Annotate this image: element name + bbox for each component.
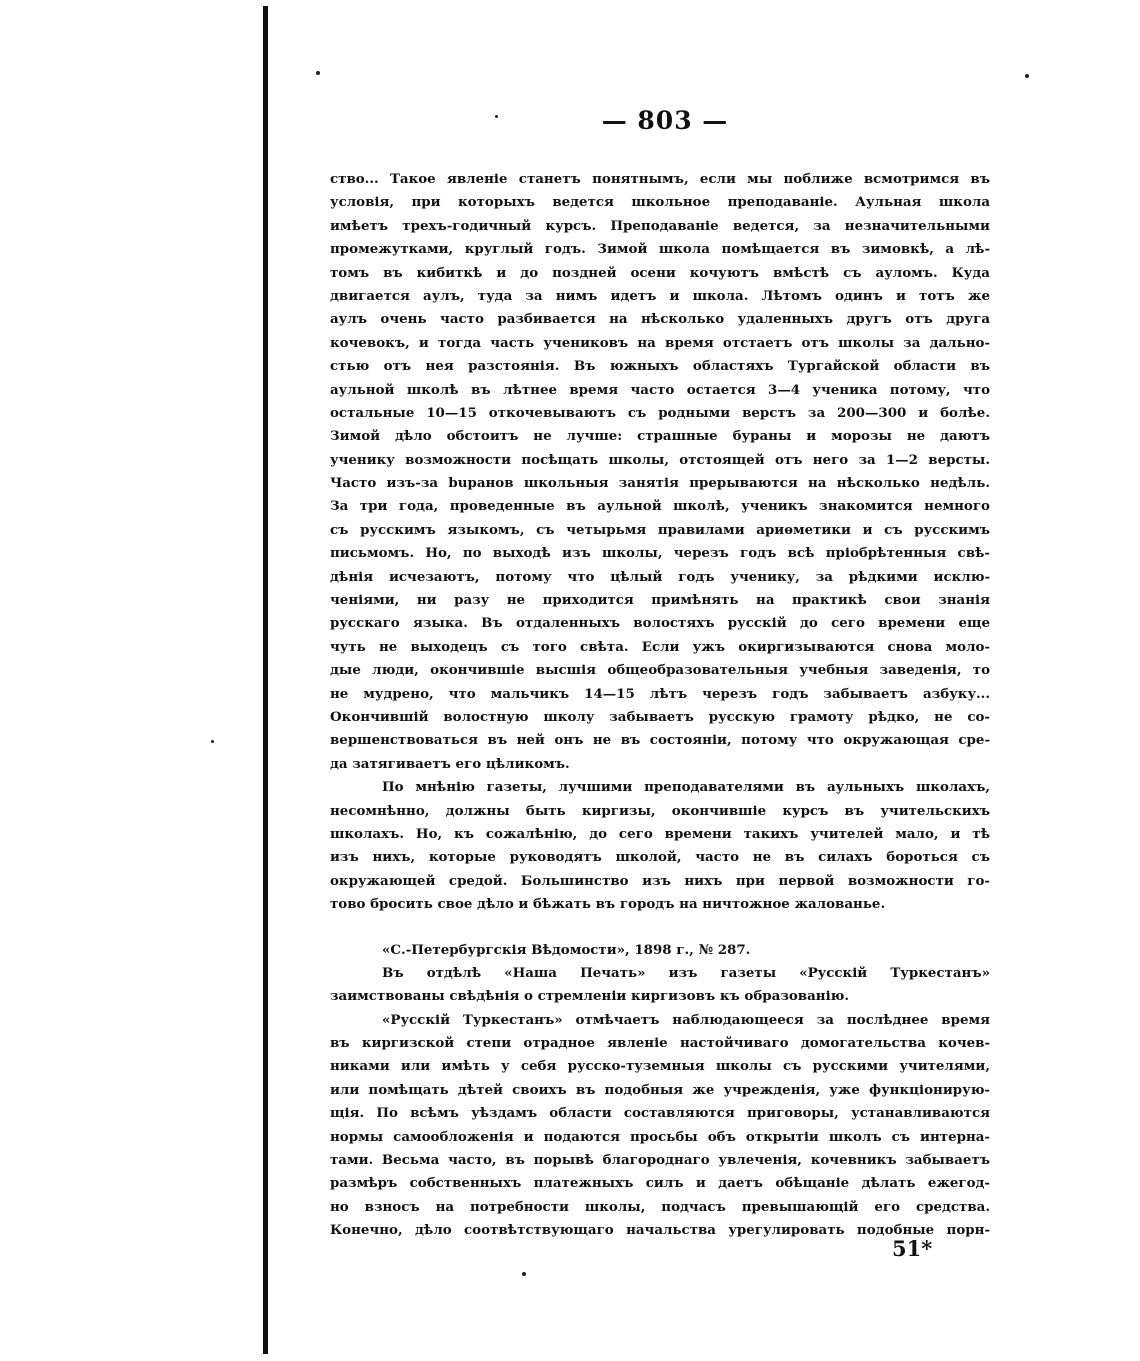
text-line: съ русскимъ языкомъ, съ четырьмя правилами ариѳметики и съ русскимъ [330,521,990,538]
print-speck [1025,74,1029,78]
paragraph [330,168,990,776]
text-line: Зимой дѣло обстоитъ не лучше: страшные бураны и морозы не даютъ [330,428,990,445]
text-line: тами. Весьма часто, въ порывѣ благороднаго увлеченія, кочевникъ забываетъ [330,1152,990,1169]
text-line: да затягиваетъ его цѣликомъ. [330,755,570,772]
text-line: стью отъ нея разстоянія. Въ южныхъ областяхъ Тургайской области въ [330,358,990,375]
text-line: ченіями, ни разу не приходится примѣнять на практикѣ свои знанія [330,592,990,609]
paragraph [330,1009,990,1243]
paragraph [330,776,990,916]
print-speck [522,1272,526,1276]
text-line: условія, при которыхъ ведется школьное преподаваніе. Аульная школа [330,194,990,211]
text-line: школахъ. Но, къ сожалѣнію, до сего времени такихъ учителей мало, и тѣ [330,825,990,842]
text-line: но взносъ на потребности школы, подчасъ превышающій его средства. [330,1198,990,1215]
text-line: окружающей средой. Большинство изъ нихъ при первой возможности го- [330,872,990,889]
text-line: «Русскій Туркестанъ» отмѣчаетъ наблюдающееся за послѣднее время [382,1011,990,1028]
text-line: ство... Такое явленіе станетъ понятнымъ, если мы поближе всмотримся въ [330,171,990,187]
text-line: промежутками, круглый годъ. Зимой школа помѣщается въ зимовкѣ, а лѣ- [330,241,990,258]
text-line: несомнѣнно, должны быть киргизы, окончившіе курсъ въ учительскихъ [330,802,990,819]
text-line: русскаго языка. Въ отдаленныхъ волостяхъ русскій до сего времени еще [330,615,990,632]
text-line: размѣръ собственныхъ платежныхъ силъ и даетъ обѣщаніе дѣлать ежегод- [330,1175,990,1192]
text-line: письмомъ. Но, по выходѣ изъ школы, черезъ годъ всѣ пріобрѣтенныя свѣ- [330,545,990,562]
text-line: Окончившій волостную школу забываетъ русскую грамоту рѣдко, не со- [330,708,990,725]
text-line: аульной школѣ въ лѣтнее время часто остается 3—4 ученика потому, что [330,381,990,398]
page-number: — 803 — [601,106,729,135]
text-line: аулъ очень часто разбивается на нѣсколько удаленныхъ другъ отъ друга [330,311,990,328]
text-line: не мудрено, что мальчикъ 14—15 лѣтъ черезъ годъ забываетъ азбуку... [330,685,990,702]
print-speck [316,71,320,75]
text-line: За три года, проведенные въ аульной школѣ, ученикъ знакомится немного [330,498,990,515]
text-line: нормы самообложенія и подаются просьбы объ открытіи школъ съ интерна- [330,1128,990,1145]
text-line: или помѣщать дѣтей своихъ въ подобныя же учрежденія, уже функціонирую- [330,1081,990,1098]
text-line: вершенствоваться въ ней онъ не въ состояніи, потому что окружающая сре- [330,732,990,749]
text-line: чуть не выходецъ съ того свѣта. Если ужъ окиргизываются снова моло- [330,638,990,655]
text-line: заимствованы свѣдѣнія о стремленіи киргизовъ къ образованію. [330,988,850,1005]
text-line: томъ въ кибиткѣ и до поздней осени кочуютъ вмѣстѣ съ ауломъ. Куда [330,264,990,281]
text-line: имѣетъ трехъ-годичный курсъ. Преподаваніе ведется, за незначительными [330,217,990,234]
text-line: Часто изъ-за buранов школьныя занятія прерываются на нѣсколько недѣль. [330,475,990,492]
signature-mark: 51* [892,1236,933,1261]
text-line: ученику возможности посѣщать школы, отстоящей отъ него за 1—2 версты. [330,451,990,468]
print-speck [495,115,498,118]
text-line: дѣнія исчезаютъ, потому что цѣлый годъ ученику, за рѣдкими исклю- [330,568,990,585]
text-line: По мнѣнію газеты, лучшими преподавателями въ аульныхъ школахъ, [382,779,990,796]
section-gap [330,917,990,939]
text-line: двигается аулъ, туда за нимъ идетъ и школа. Лѣтомъ одинъ и тотъ же [330,287,990,304]
text-line: Конечно, дѣло соотвѣтствующаго начальства урегулировать подобные порн- [330,1222,990,1239]
text-line: щія. По всѣмъ уѣздамъ области составляются приговоры, устанавливаются [330,1105,990,1122]
text-line: тово бросить свое дѣло и бѣжать въ городъ на ничтожное жалованье. [330,896,886,913]
paragraph [330,939,990,1009]
text-line: остальные 10—15 откочевываютъ съ родными верстъ за 200—300 и болѣе. [330,404,990,421]
text-line: изъ нихъ, которые руководятъ школой, часто не въ силахъ бороться съ [330,849,990,866]
binding-edge-rule [263,6,268,1354]
document-body [330,168,990,1243]
text-line: Въ отдѣлѣ «Наша Печать» изъ газеты «Русскій Туркестанъ» [382,964,990,981]
print-speck [211,740,214,743]
text-line: кочевокъ, и тогда часть учениковъ на время отстаетъ отъ школы за дально- [330,334,990,351]
text-line: никами или имѣть у себя русско-туземныя школы съ русскими учителями, [330,1058,990,1075]
citation-heading: «С.-Петербургскія Вѣдомости», 1898 г., № 287. [382,941,751,958]
text-line: дые люди, окончившіе высшія общеобразовательныя учебныя заведенія, то [330,662,990,679]
text-line: въ киргизской степи отрадное явленіе настойчиваго домогательства кочев- [330,1035,990,1052]
